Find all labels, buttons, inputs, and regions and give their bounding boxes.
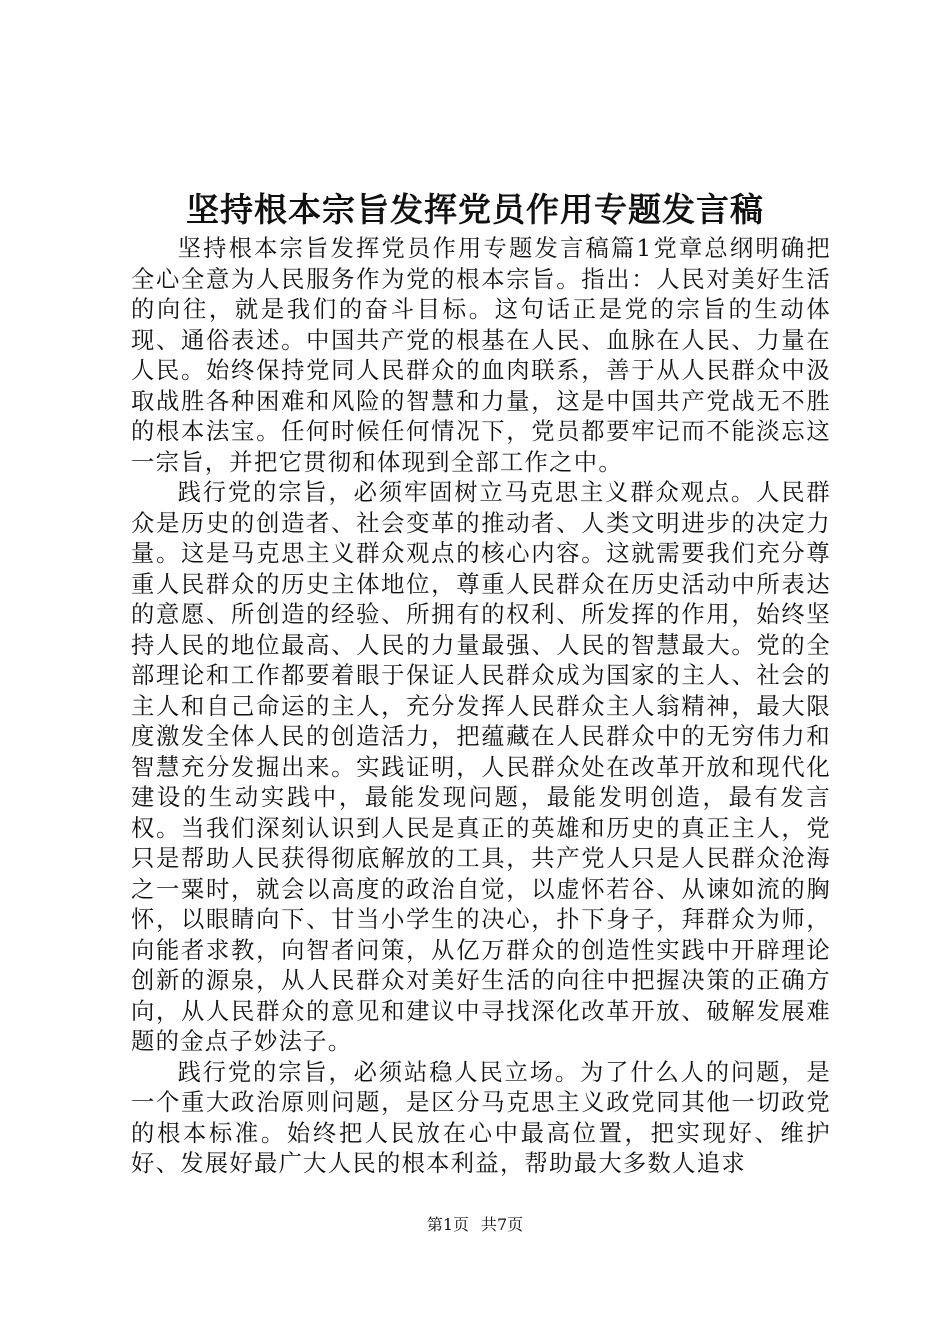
paragraph: 践行党的宗旨，必须站稳人民立场。为了什么人的问题，是一个重大政治原则问题，是区分马克思主义政党同其他一切政党的根本标准。始终把人民放在心中最高位置，把实现好、维护好、发展好最广大人民的根本利益，帮助最大多数人追求 [131,1058,831,1177]
page-total: 共7页 [481,1215,524,1234]
paragraph: 践行党的宗旨，必须牢固树立马克思主义群众观点。人民群众是历史的创造者、社会变革的推动者、人类文明进步的决定力量。这是马克思主义群众观点的核心内容。这就需要我们充分尊重人民群众的历史主体地位，尊重人民群众在历史活动中所表达的意愿、所创造的经验、所拥有的权利、所发挥的作用，始终坚持人民的地位最高、人民的力量最强、人民的智慧最大。党的全部理论和工作都要着眼于保证人民群众成为国家的主人、社会的主人和自己命运的主人，充分发挥人民群众主人翁精神，最大限度激发全体人民的创造活力，把蕴藏在人民群众中的无穷伟力和智慧充分发掘出来。实践证明，人民群众处在改革开放和现代化建设的生动实践中，最能发现问题，最能发明创造，最有发言权。当我们深刻认识到人民是真正的英雄和历史的真正主人，党只是帮助人民获得彻底解放的工具，共产党人只是人民群众沧海之一粟时，就会以高度的政治自觉，以虚怀若谷、从谏如流的胸怀，以眼睛向下、甘当小学生的决心，扑下身子，拜群众为师，向能者求教，向智者问策，从亿万群众的创造性实践中开辟理论创新的源泉，从人民群众对美好生活的向往中把握决策的正确方向，从人民群众的意见和建议中寻找深化改革开放、破解发展难题的金点子妙法子。 [131,479,831,1055]
document-title: 坚持根本宗旨发挥党员作用专题发言稿 [186,190,764,229]
document-body [131,234,831,1180]
paragraph: 坚持根本宗旨发挥党员作用专题发言稿篇1党章总纲明确把全心全意为人民服务作为党的根本宗旨。指出：人民对美好生活的向往，就是我们的奋斗目标。这句话正是党的宗旨的生动体现、通俗表述。中国共产党的根基在人民、血脉在人民、力量在人民。始终保持党同人民群众的血肉联系，善于从人民群众中汲取战胜各种困难和风险的智慧和力量，这是中国共产党战无不胜的根本法宝。任何时候任何情况下，党员都要牢记而不能淡忘这一宗旨，并把它贯彻和体现到全部工作之中。 [131,235,831,476]
page-footer [0,1214,950,1236]
page-number: 第1页 [426,1215,469,1234]
